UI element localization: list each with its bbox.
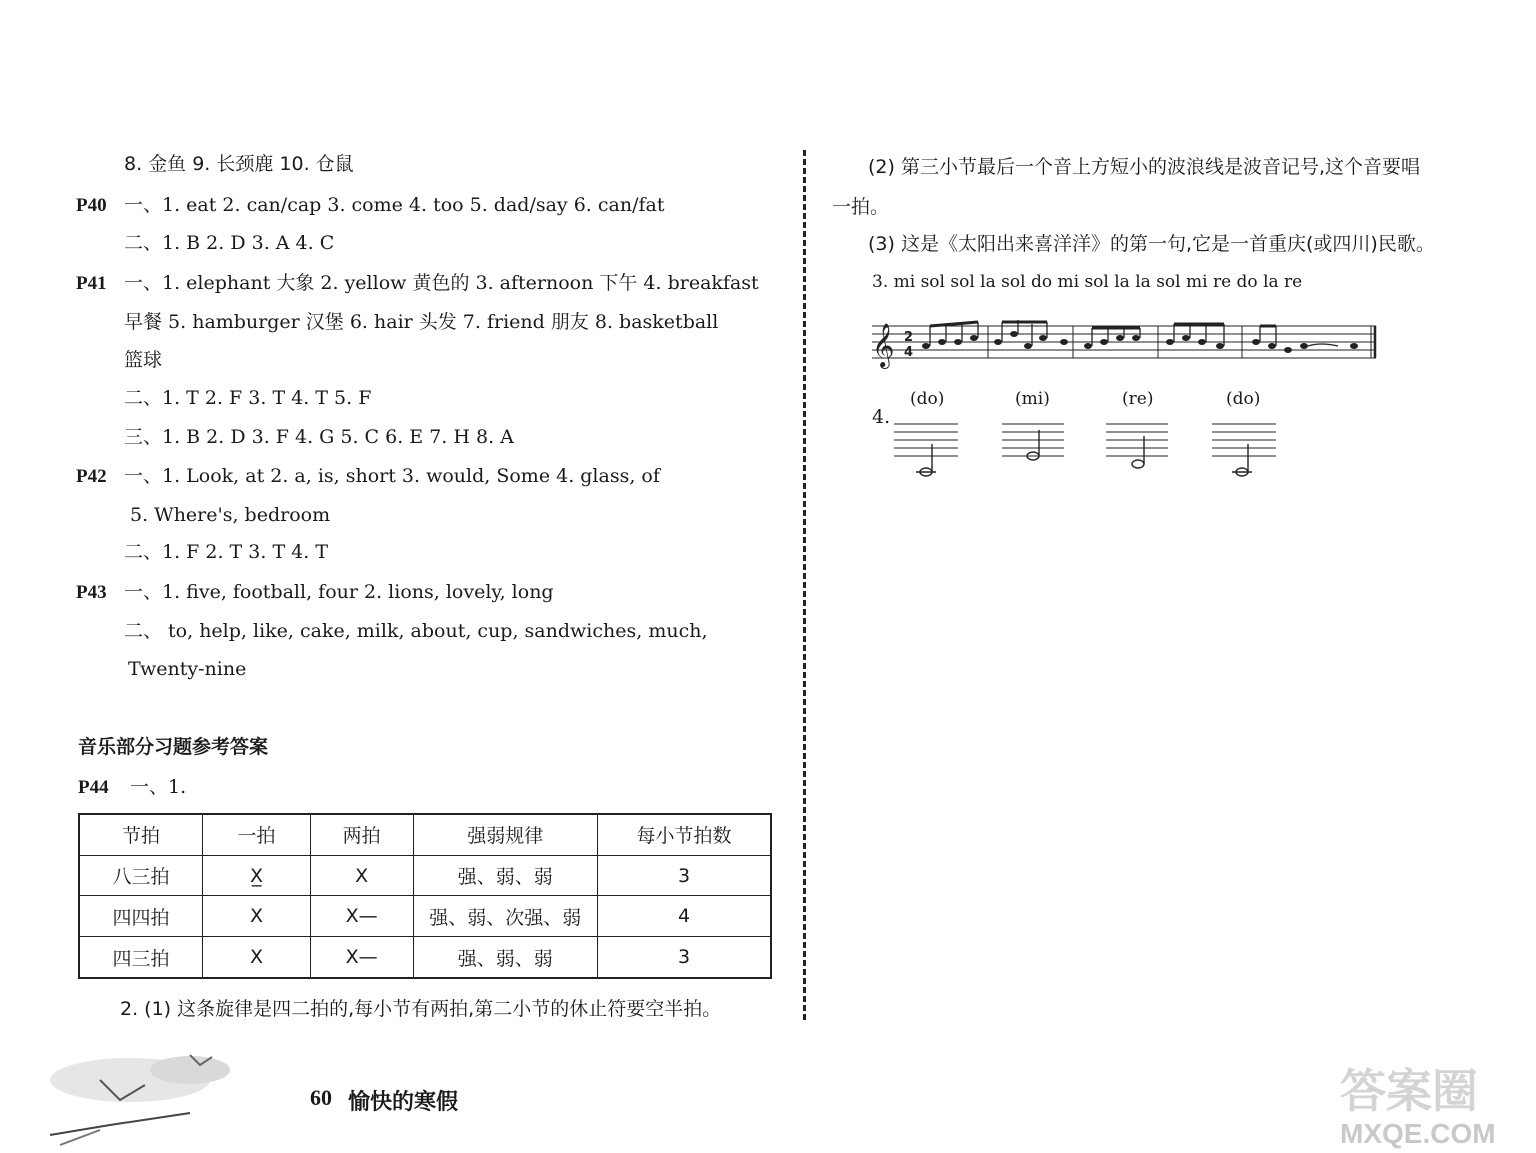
q2-part2-line2: 一拍。 [832, 196, 890, 218]
decorative-skater-illustration [40, 1040, 270, 1150]
page-label-p44: P44 [78, 777, 109, 798]
table-row [79, 896, 771, 937]
page-label-p41: P41 [76, 273, 107, 294]
q4-number: 4. [872, 406, 891, 428]
table-cell: 强、弱、弱 [413, 855, 597, 896]
svg-text:𝄞: 𝄞 [872, 323, 895, 367]
p41-part1-line2: 早餐 5. hamburger 汉堡 6. hair 头发 7. friend 朋友 8. basketball [124, 311, 719, 333]
table-header: 一拍 [203, 814, 311, 855]
table-row [79, 855, 771, 896]
table-cell: 4 [598, 896, 772, 937]
table-cell: 3 [598, 855, 772, 896]
table-cell: X [203, 937, 311, 978]
table-header-row [79, 814, 771, 855]
table-cell: X— [310, 896, 413, 937]
table-cell: 四四拍 [79, 896, 203, 937]
q4-label-1: (do) [910, 389, 945, 409]
q4-label-4: (do) [1226, 389, 1261, 409]
note-staves [890, 418, 1290, 482]
music-section-title: 音乐部分习题参考答案 [78, 736, 269, 758]
p42-part1-line2: 5. Where's, bedroom [130, 504, 331, 526]
table-cell: 八三拍 [79, 855, 203, 896]
p43-part2-line2: Twenty-nine [128, 658, 247, 680]
watermark-logo-text: 答案圈 [1340, 1064, 1478, 1118]
q3-solfege: 3. mi sol sol la sol do mi sol la la sol mi re do la re [872, 272, 1303, 292]
table-cell: 强、弱、次强、弱 [413, 896, 597, 937]
table-cell: 四三拍 [79, 937, 203, 978]
q2-part2-line1: (2) 第三小节最后一个音上方短小的波浪线是波音记号,这个音要唱 [868, 156, 1420, 178]
p42-part1-line1: 一、1. Look, at 2. a, is, short 3. would, Some 4. glass, of [124, 465, 660, 487]
p40-part2: 二、1. B 2. D 3. A 4. C [124, 232, 335, 254]
p43-part2-line1: 二、 to, help, like, cake, milk, about, cup, sandwiches, much, [124, 620, 708, 642]
table-cell: X [203, 896, 311, 937]
page-label-p40: P40 [76, 195, 107, 216]
table-cell: 强、弱、弱 [413, 937, 597, 978]
q4-label-2: (mi) [1015, 389, 1050, 409]
svg-text:4: 4 [904, 345, 914, 360]
page-label-p43: P43 [76, 582, 107, 603]
q2-part1: 2. (1) 这条旋律是四二拍的,每小节有两拍,第二小节的休止符要空半拍。 [120, 998, 722, 1020]
p41-part3: 三、1. B 2. D 3. F 4. G 5. C 6. E 7. H 8. A [124, 426, 514, 448]
p41-part1-line3: 篮球 [124, 349, 163, 371]
beat-table [78, 813, 772, 979]
watermark-logo [1340, 1055, 1478, 1121]
p44-part1: 一、1. [130, 776, 187, 798]
melody-staff [868, 318, 1380, 370]
p41-part1-line1: 一、1. elephant 大象 2. yellow 黄色的 3. afternoon 下午 4. breakfast [124, 272, 759, 294]
table-header: 每小节拍数 [598, 814, 772, 855]
p43-part1: 一、1. five, football, four 2. lions, lovely, long [124, 581, 554, 603]
table-header: 节拍 [79, 814, 203, 855]
p41-part2: 二、1. T 2. F 3. T 4. T 5. F [124, 387, 372, 409]
q4-label-3: (re) [1122, 389, 1154, 409]
table-cell: X— [310, 937, 413, 978]
page-label-p42: P42 [76, 466, 107, 487]
page-number: 60 [310, 1085, 332, 1110]
watermark-url: MXQE.COM [1340, 1118, 1496, 1149]
table-cell: X̲ [203, 855, 311, 896]
table-cell: 3 [598, 937, 772, 978]
table-header: 强弱规律 [413, 814, 597, 855]
p42-part2: 二、1. F 2. T 3. T 4. T [124, 541, 328, 563]
book-title: 愉快的寒假 [348, 1090, 459, 1115]
svg-text:2: 2 [904, 330, 914, 345]
answer-line-p39-end: 8. 金鱼 9. 长颈鹿 10. 仓鼠 [124, 153, 354, 175]
q2-part3: (3) 这是《太阳出来喜洋洋》的第一句,它是一首重庆(或四川)民歌。 [868, 233, 1435, 255]
table-row [79, 937, 771, 978]
p40-part1: 一、1. eat 2. can/cap 3. come 4. too 5. dad/say 6. can/fat [124, 194, 665, 216]
table-cell: X [310, 855, 413, 896]
table-header: 两拍 [310, 814, 413, 855]
column-divider [803, 150, 806, 1020]
